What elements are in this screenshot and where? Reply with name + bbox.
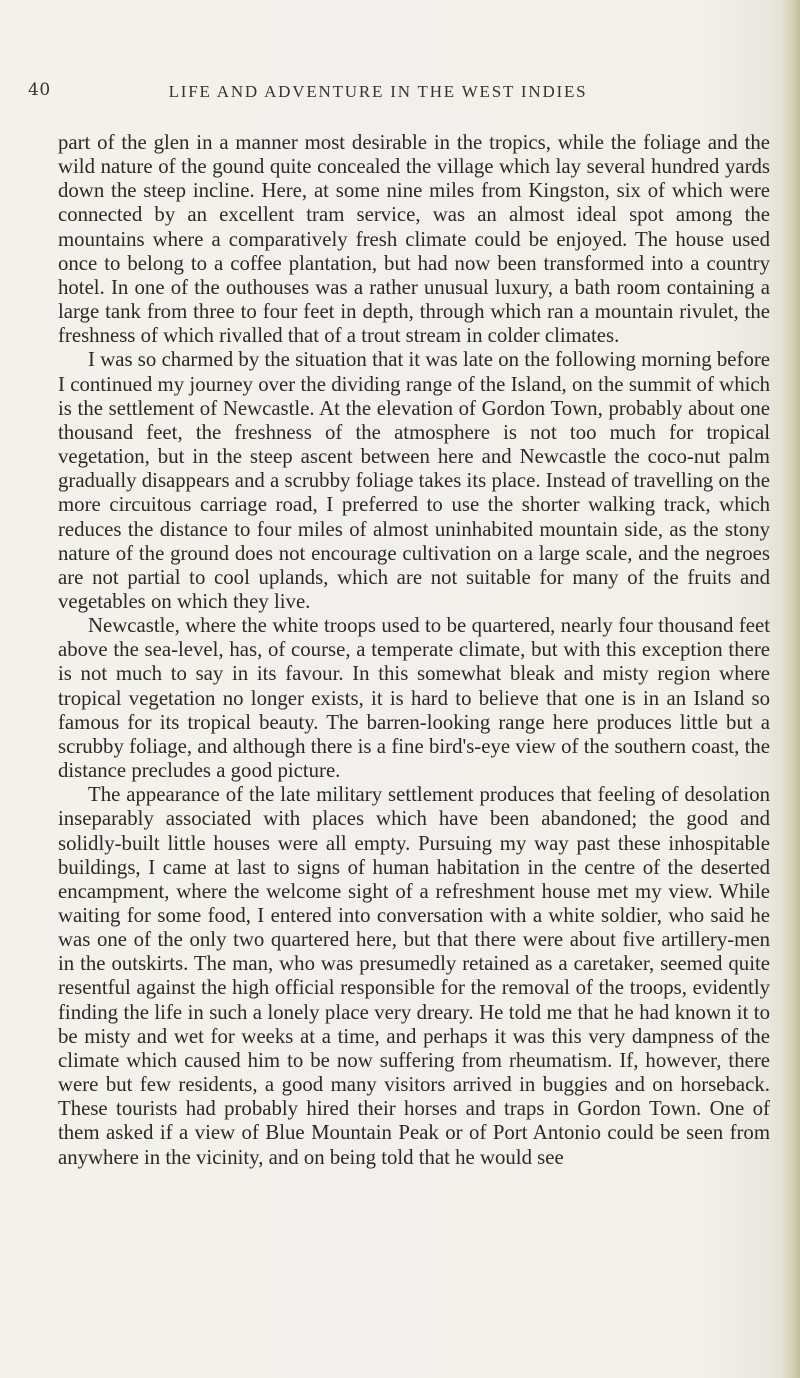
body-text [58,131,770,1170]
page-header [28,80,678,104]
page-number: 40 [28,80,51,100]
paragraph-4: The appearance of the late military settlement produces that feeling of desolation inseparably associated with places which have been abandoned; the good and solidly-built little houses were all empty. Pursuing my way past these inhospitable buildings, I came at last to signs of human habitation in the centre of the deserted encampment, where the welcome sight of a refreshment house met my view. While waiting for some food, I entered into conversation with a white soldier, who said he was one of the only two quartered here, but that there were about five artillery-men in the outskirts. The man, who was presumedly retained as a caretaker, seemed quite resentful against the high official responsible for the removal of the troops, evidently finding the life in such a lonely place very dreary. He told me that he had known it to be misty and wet for weeks at a time, and perhaps it was this very dampness of the climate which caused him to be now suffering from rheumatism. If, however, there were but few residents, a good many visitors arrived in buggies and on horseback. These tourists had probably hired their horses and traps in Gordon Town. One of them asked if a view of Blue Mountain Peak or of Port Antonio could be seen from anywhere in the vicinity, and on being told that he would see [58,783,770,1169]
paragraph-3: Newcastle, where the white troops used to be quartered, nearly four thousand feet above the sea-level, has, of course, a temperate climate, but with this exception there is not much to say in its favour. In this somewhat bleak and misty region where tropical vegetation no longer exists, it is hard to believe that one is in an Island so famous for its tropical beauty. The barren-looking range here produces little but a scrubby foliage, and although there is a fine bird's-eye view of the southern coast, the distance precludes a good picture. [58,614,770,783]
page-binding-edge [782,0,800,1378]
paragraph-1: part of the glen in a manner most desirable in the tropics, while the foliage and the wild nature of the gound quite concealed the village which lay several hundred yards down the steep incline. Here, at some nine miles from Kingston, six of which were connected by an excellent tram service, was an almost ideal spot among the mountains where a comparatively fresh climate could be enjoyed. The house used once to belong to a coffee plantation, but had now been transformed into a country hotel. In one of the outhouses was a rather unusual luxury, a bath room containing a large tank from three to four feet in depth, through which ran a mountain rivulet, the freshness of which rivalled that of a trout stream in colder climates. [58,131,770,348]
paragraph-2: I was so charmed by the situation that it was late on the following morning before I continued my journey over the dividing range of the Island, on the summit of which is the settlement of Newcastle. At the elevation of Gordon Town, probably about one thousand feet, the freshness of the atmosphere is not too much for tropical vegetation, but in the steep ascent between here and Newcastle the coco-nut palm gradually disappears and a scrubby foliage takes its place. Instead of travelling on the more circuitous carriage road, I preferred to use the shorter walking track, which reduces the distance to four miles of almost uninhabited mountain side, as the stony nature of the ground does not encourage cultivation on a large scale, and the negroes are not partial to cool uplands, which are not suitable for many of the fruits and vegetables on which they live. [58,348,770,613]
running-head: LIFE AND ADVENTURE IN THE WEST INDIES [168,82,588,101]
